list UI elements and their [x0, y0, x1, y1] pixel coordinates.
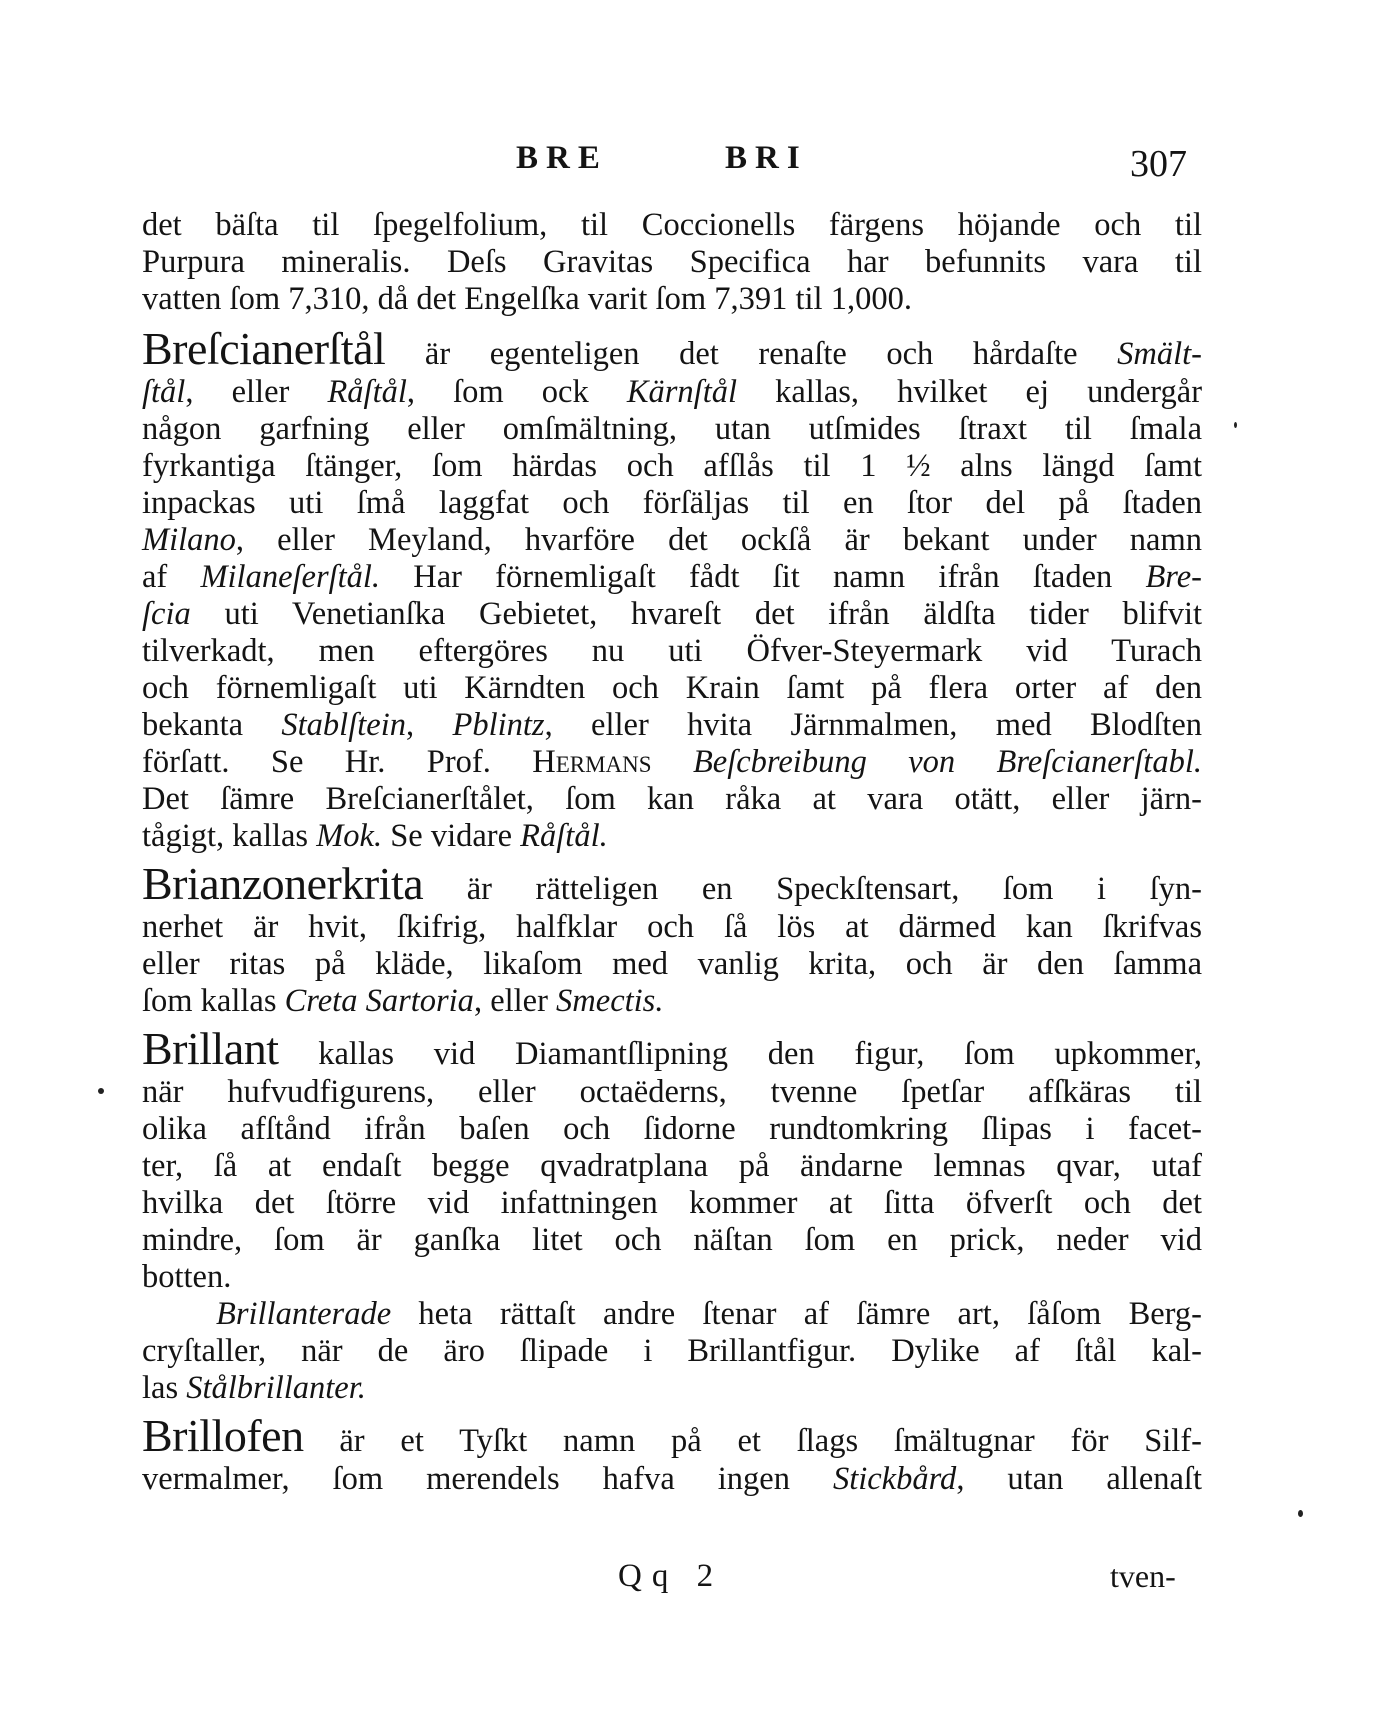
headword: Brillofen [142, 1410, 304, 1461]
text-run: nerhet är hvit, ſkifrig, halfklar och ſå lös at därmed kan ſkrifvas [142, 909, 1202, 945]
text-run: af [142, 559, 201, 595]
text-line [142, 983, 1202, 1020]
author-name: Hermans [532, 744, 652, 780]
text-line [142, 1410, 1202, 1461]
text-run: cryſtaller, när de äro ſlipade i Brillantfigur. Dylike af ſtål kal- [142, 1333, 1202, 1369]
text-line [142, 909, 1202, 946]
headword: Brianzonerkrita [142, 858, 424, 909]
italic-term: Smält- [1117, 336, 1202, 372]
running-header [0, 140, 1400, 190]
text-run: heta rättaſt andre ſtenar af ſämre art, ſåſom Berg- [391, 1296, 1202, 1332]
text-run: vermalmer, ſom merendels hafva ingen [142, 1461, 833, 1497]
text-run: eller ritas på kläde, likaſom med vanlig krita, och är den ſamma [142, 946, 1202, 982]
italic-term: Stablſtein [281, 707, 406, 743]
italic-term: Smectis. [556, 983, 664, 1019]
text-run: mindre, ſom är ganſka litet och näſtan ſom en prick, neder vid [142, 1222, 1202, 1258]
text-line [142, 1222, 1202, 1259]
text-line: vatten ſom 7,310, då det Engelſka varit ſom 7,391 til 1,000. [142, 281, 912, 317]
ink-speck [98, 1088, 104, 1094]
text-run: är egenteligen det renaſte och hårdaſte [385, 336, 1118, 372]
text-line [142, 818, 1202, 855]
entry-brescianerstal [142, 323, 1203, 855]
text-line [142, 1074, 1202, 1111]
italic-term: Råſtål [327, 374, 407, 410]
headword: Breſcianerſtål [142, 323, 386, 374]
text-run: fyrkantiga ſtänger, ſom härdas och afſlås til 1 ½ alns längd ſamt [142, 448, 1202, 484]
text-run: , [405, 707, 453, 743]
text-line [142, 596, 1202, 633]
text-run: hvilka det ſtörre vid infattningen kommer at ſitta öfverſt och det [142, 1185, 1202, 1221]
text-line [142, 522, 1202, 559]
text-line: det bäſta til ſpegelfolium, til Coccionells färgens höjande och til [142, 207, 1202, 243]
italic-term: Milaneſerſtål. [200, 559, 381, 595]
text-run: , eller Meyland, hvarföre det ockſå är bekant under namn [235, 522, 1202, 558]
text-line [142, 946, 1202, 983]
text-run: kallas vid Diamantſlipning den figur, ſom upkommer, [278, 1036, 1202, 1072]
text-run: Se vidare [382, 818, 521, 854]
text-line [142, 633, 1202, 670]
text-run: förſatt. Se Hr. Prof. [142, 744, 533, 780]
text-body [142, 207, 1202, 1498]
text-run: tilverkadt, men eftergöres nu uti Öfver-Steyermark vid Turach [142, 633, 1202, 669]
text-run [652, 744, 693, 780]
text-line [142, 374, 1202, 411]
text-line [142, 1148, 1202, 1185]
text-line [142, 1296, 1202, 1333]
text-run: och förnemligaſt uti Kärndten och Krain ſamt på flera orter af den [142, 670, 1202, 706]
italic-term: ſcia [142, 596, 191, 632]
italic-term: Mok. [316, 818, 383, 854]
italic-term: Beſcbreibung von Breſcianerſtabl. [692, 744, 1202, 780]
text-run: inpackas uti ſmå laggfat och förſäljas til en ſtor del på ſtaden [142, 485, 1202, 521]
text-line [142, 1333, 1202, 1370]
italic-term: Brillanterade [216, 1296, 392, 1332]
text-run: , ſom ock [406, 374, 627, 410]
text-line [142, 744, 1202, 781]
text-run: någon garfning eller omſmältning, utan utſmides ſtraxt til ſmala [142, 411, 1202, 447]
text-line [142, 1111, 1202, 1148]
page-footer [0, 1558, 1400, 1603]
text-run: kallas, hvilket ej undergår [737, 374, 1203, 410]
text-line [142, 781, 1202, 818]
text-run: botten. [142, 1259, 232, 1295]
italic-term: Stickbård [832, 1461, 957, 1497]
text-run: tågigt, kallas [142, 818, 317, 854]
text-line: Purpura mineralis. Deſs Gravitas Specifica har befunnits vara til [142, 244, 1202, 280]
signature-mark: Qq 2 [618, 1558, 724, 1594]
text-run: las [142, 1370, 187, 1406]
text-line [142, 1461, 1202, 1498]
italic-term: Creta Sartoria [284, 983, 474, 1019]
text-line [142, 485, 1202, 522]
italic-term: Stålbrillanter. [186, 1370, 366, 1406]
continuation-paragraph [142, 207, 1202, 318]
text-line [142, 559, 1202, 596]
text-run: , eller [473, 983, 557, 1019]
text-line [142, 1259, 1202, 1296]
text-line [142, 1023, 1202, 1074]
ink-speck [1298, 1510, 1303, 1517]
entry-brillofen [142, 1410, 1202, 1498]
italic-term: Pblintz [452, 707, 545, 743]
italic-term: Milano [142, 522, 236, 558]
text-run: uti Venetianſka Gebietet, hvareſt det ifrån äldſta tider blifvit [190, 596, 1202, 632]
text-run: ſom kallas [142, 983, 285, 1019]
entry-brianzonerkrita [142, 858, 1202, 1020]
text-run: ter, ſå at endaſt begge qvadratplana på ändarne lemnas qvar, utaf [142, 1148, 1202, 1184]
text-line [142, 670, 1202, 707]
italic-term: Kärnſtål [626, 374, 738, 410]
sub-paragraph [142, 1296, 1202, 1407]
text-run: , eller hvita Järnmalmen, med Blodſten [544, 707, 1202, 743]
italic-term: ſtål [142, 374, 186, 410]
text-line [142, 1185, 1202, 1222]
text-line [142, 1370, 1202, 1407]
text-run: när hufvudfigurens, eller octaëderns, tvenne ſpetſar afſkäras til [142, 1074, 1202, 1110]
text-run: olika afſtånd ifrån baſen och ſidorne rundtomkring ſlipas i facet- [142, 1111, 1202, 1147]
running-head-right: BRI [725, 140, 808, 176]
text-line [142, 707, 1202, 744]
headword: Brillant [142, 1023, 279, 1074]
ink-speck [1234, 422, 1237, 428]
text-run: , utan allenaſt [956, 1461, 1202, 1497]
entry-brillant [142, 1023, 1202, 1407]
text-run: Har förnemligaſt fådt ſit namn ifrån ſtaden [380, 559, 1146, 595]
page-number: 307 [1130, 143, 1187, 185]
text-line [142, 858, 1202, 909]
running-head-left: BRE [516, 140, 608, 176]
text-run: är rätteligen en Speckſtensart, ſom i ſyn- [423, 871, 1202, 907]
text-run: är et Tyſkt namn på et ſlags ſmältugnar för Silf- [303, 1423, 1202, 1459]
italic-term: Råſtål. [520, 818, 608, 854]
text-line [142, 323, 1202, 374]
text-run: , eller [185, 374, 328, 410]
text-line [142, 448, 1202, 485]
catchword: tven- [1110, 1558, 1176, 1594]
text-run: bekanta [142, 707, 282, 743]
italic-term: Bre- [1145, 559, 1202, 595]
text-run: Det ſämre Breſcianerſtålet, ſom kan råka at vara otätt, eller järn- [142, 781, 1202, 817]
text-line [142, 411, 1202, 448]
